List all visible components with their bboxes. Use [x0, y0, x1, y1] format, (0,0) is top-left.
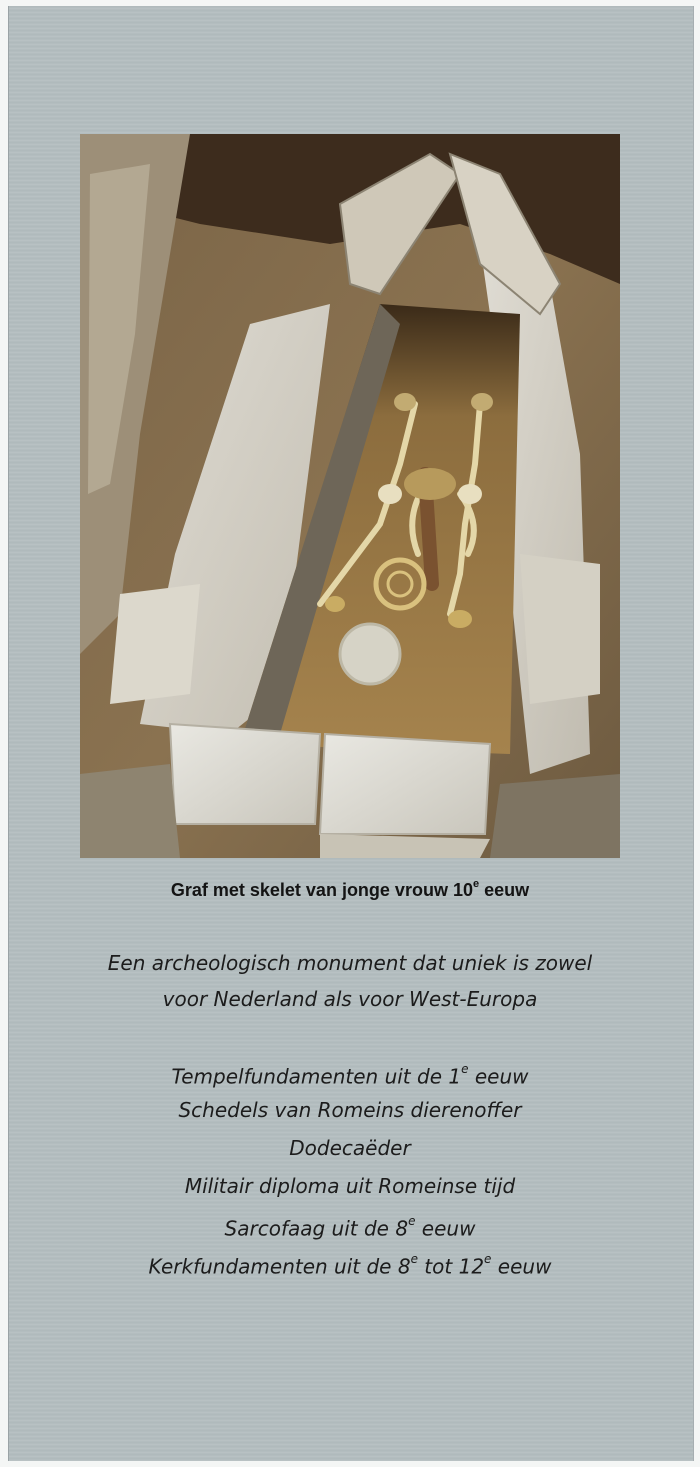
- highlight-text-end: eeuw: [415, 1216, 476, 1241]
- photo-caption: [0, 880, 700, 901]
- grave-skeleton-image: [80, 134, 620, 858]
- highlight-sarcophagus: [0, 1206, 700, 1244]
- highlight-temple-foundations: [0, 1054, 700, 1092]
- highlight-superscript-2: e: [484, 1252, 492, 1266]
- highlight-military-diploma: Militair diploma uit Romeinse tijd: [184, 1174, 516, 1198]
- caption-text: Graf met skelet van jonge vrouw 10: [170, 880, 473, 900]
- tagline-line-2: voor Nederland als voor West-Europa: [162, 987, 538, 1011]
- highlight-roman-skulls: Schedels van Romeins dierenoffer: [178, 1098, 522, 1122]
- highlight-text-end: eeuw: [491, 1254, 552, 1279]
- highlight-text: Sarcofaag uit de 8: [224, 1216, 409, 1241]
- caption-suffix: eeuw: [479, 880, 530, 900]
- highlight-text: Tempelfundamenten uit de 1: [171, 1064, 462, 1089]
- highlights-list: [0, 1054, 700, 1282]
- highlight-superscript: e: [410, 1252, 418, 1266]
- highlight-superscript: e: [408, 1214, 416, 1228]
- highlight-text: Kerkfundamenten uit de 8: [148, 1254, 411, 1279]
- highlight-superscript: e: [461, 1062, 469, 1076]
- highlight-church-foundations: [0, 1244, 700, 1282]
- highlight-dodecahedron: Dodecaëder: [289, 1136, 411, 1160]
- grave-photo: [80, 134, 620, 858]
- highlight-text-end: eeuw: [468, 1064, 529, 1089]
- tagline-line-1: Een archeologisch monument dat uniek is zowel: [107, 951, 593, 975]
- highlight-text-mid: tot 12: [417, 1254, 485, 1279]
- caption-superscript: e: [472, 878, 480, 890]
